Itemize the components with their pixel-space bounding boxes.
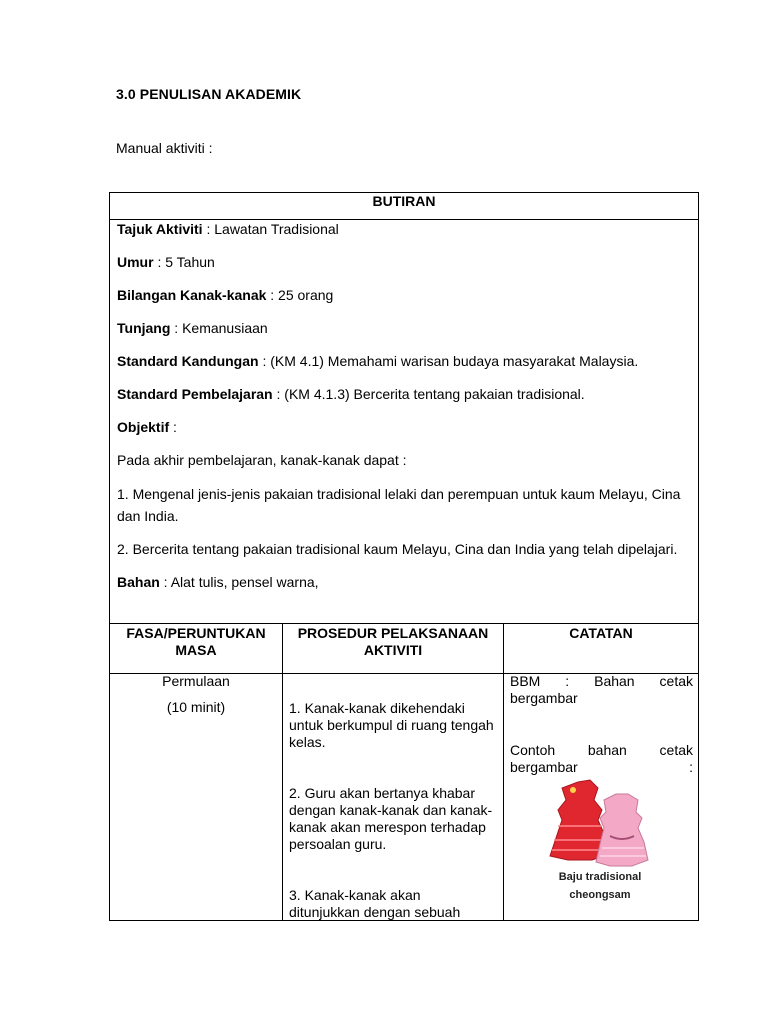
procedure-step: 3. Kanak-kanak akan ditunjukkan dengan sebuah xyxy=(289,887,461,920)
column-header-phase: FASA/PERUNTUKAN MASA xyxy=(126,625,266,658)
procedure-step: 2. Guru akan bertanya khabar dengan kanak-kanak dan kanak-kanak akan merespon terhadap persoalan guru. xyxy=(289,785,493,852)
objective-intro: Pada akhir pembelajaran, kanak-kanak dapat : xyxy=(117,452,407,468)
cheongsam-image xyxy=(540,776,660,916)
dress-illustration-icon xyxy=(540,776,660,872)
image-caption: Baju tradisional xyxy=(558,871,642,883)
column-divider xyxy=(503,623,504,921)
manual-label: Manual aktiviti : xyxy=(116,140,213,156)
detail-standard-kandungan: Standard Kandungan : (KM 4.1) Memahami warisan budaya masyarakat Malaysia. xyxy=(117,353,639,369)
image-caption: cheongsam xyxy=(569,889,631,901)
column-header-procedure: PROSEDUR PELAKSANAAN AKTIVITI xyxy=(297,625,489,658)
detail-objektif: Objektif : xyxy=(117,419,177,435)
detail-standard-pembelajaran: Standard Pembelajaran : (KM 4.1.3) Bercerita tentang pakaian tradisional. xyxy=(117,386,585,402)
detail-umur: Umur : 5 Tahun xyxy=(117,254,215,270)
column-divider xyxy=(282,623,283,921)
table-title: BUTIRAN xyxy=(110,193,698,220)
detail-tajuk: Tajuk Aktiviti : Lawatan Tradisional xyxy=(117,221,339,237)
phase-name: Permulaan xyxy=(162,673,230,689)
note-bbm: BBM : Bahan cetak bergambar xyxy=(510,673,693,706)
note-example: Contoh bahan cetak bergambar : xyxy=(510,742,693,775)
detail-tunjang: Tunjang : Kemanusiaan xyxy=(117,320,268,336)
detail-bahan: Bahan : Alat tulis, pensel warna, xyxy=(117,574,319,590)
objective-1: 1. Mengenal jenis-jenis pakaian tradisional lelaki dan perempuan untuk kaum Melayu, Cina dan India. xyxy=(117,486,681,524)
objective-2: 2. Bercerita tentang pakaian tradisional kaum Melayu, Cina dan India yang telah dipelajari. xyxy=(117,541,678,557)
detail-bilangan: Bilangan Kanak-kanak : 25 orang xyxy=(117,287,334,303)
activity-table xyxy=(109,192,699,921)
procedure-step: 1. Kanak-kanak dikehendaki untuk berkumpul di ruang tengah kelas. xyxy=(289,700,494,750)
phase-time: (10 minit) xyxy=(166,699,226,715)
column-header-notes: CATATAN xyxy=(569,625,633,641)
table-divider xyxy=(110,623,698,624)
section-heading: 3.0 PENULISAN AKADEMIK xyxy=(116,86,302,102)
